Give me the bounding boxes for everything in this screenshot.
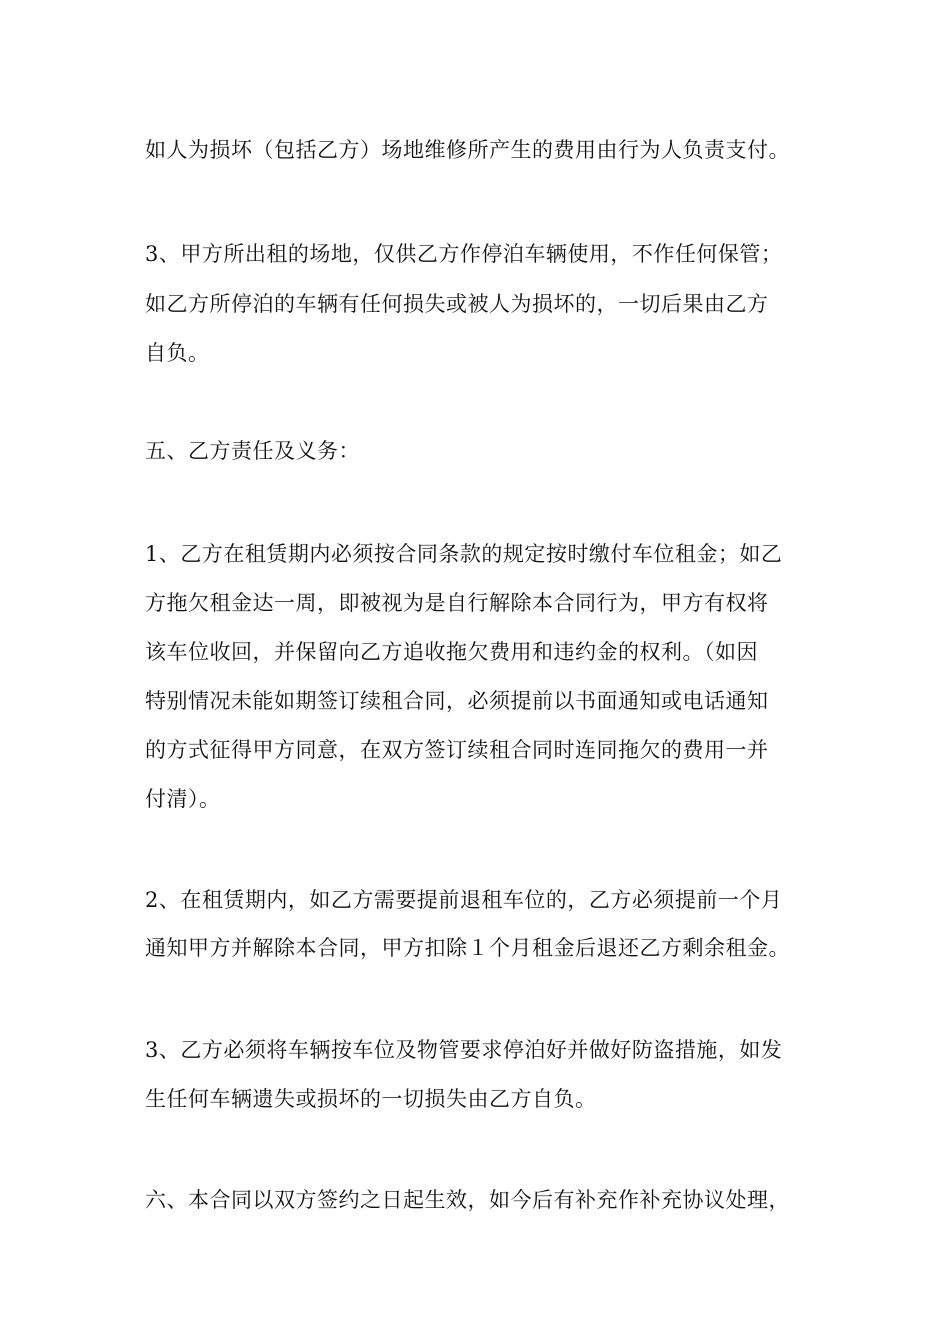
text-line: 如人为损坏（包括乙方）场地维修所产生的费用由行为人负责支付。 bbox=[145, 138, 790, 162]
text-line: 通知甲方并解除本合同，甲方扣除１个月租金后退还乙方剩余租金。 bbox=[145, 936, 790, 960]
section-heading: 五、乙方责任及义务： bbox=[145, 439, 360, 463]
text-line: 生任何车辆遗失或损坏的一切损失由乙方自负。 bbox=[145, 1087, 597, 1111]
text-line: 方拖欠租金达一周，即被视为是自行解除本合同行为，甲方有权将 bbox=[145, 591, 769, 615]
section-heading: 六、本合同以双方签约之日起生效，如今后有补充作补充协议处理， bbox=[145, 1188, 790, 1212]
text-line: 2、在租赁期内，如乙方需要提前退租车位的，乙方必须提前一个月 bbox=[145, 888, 783, 912]
text-line: 付清）。 bbox=[145, 787, 221, 811]
text-line: 该车位收回，并保留向乙方追收拖欠费用和违约金的权利。（如因 bbox=[145, 640, 758, 664]
text-line: 的方式征得甲方同意，在双方签订续租合同时连同拖欠的费用一并 bbox=[145, 738, 769, 762]
text-line: 3、甲方所出租的场地，仅供乙方作停泊车辆使用，不作任何保管； bbox=[145, 242, 783, 266]
text-line: 1、乙方在租赁期内必须按合同条款的规定按时缴付车位租金；如乙 bbox=[145, 542, 783, 566]
text-line: 如乙方所停泊的车辆有任何损失或被人为损坏的，一切后果由乙方 bbox=[145, 292, 769, 316]
text-line: 3、乙方必须将车辆按车位及物管要求停泊好并做好防盗措施，如发 bbox=[145, 1038, 783, 1062]
text-line: 特别情况未能如期签订续租合同，必须提前以书面通知或电话通知 bbox=[145, 689, 769, 713]
text-line: 自负。 bbox=[145, 341, 210, 365]
